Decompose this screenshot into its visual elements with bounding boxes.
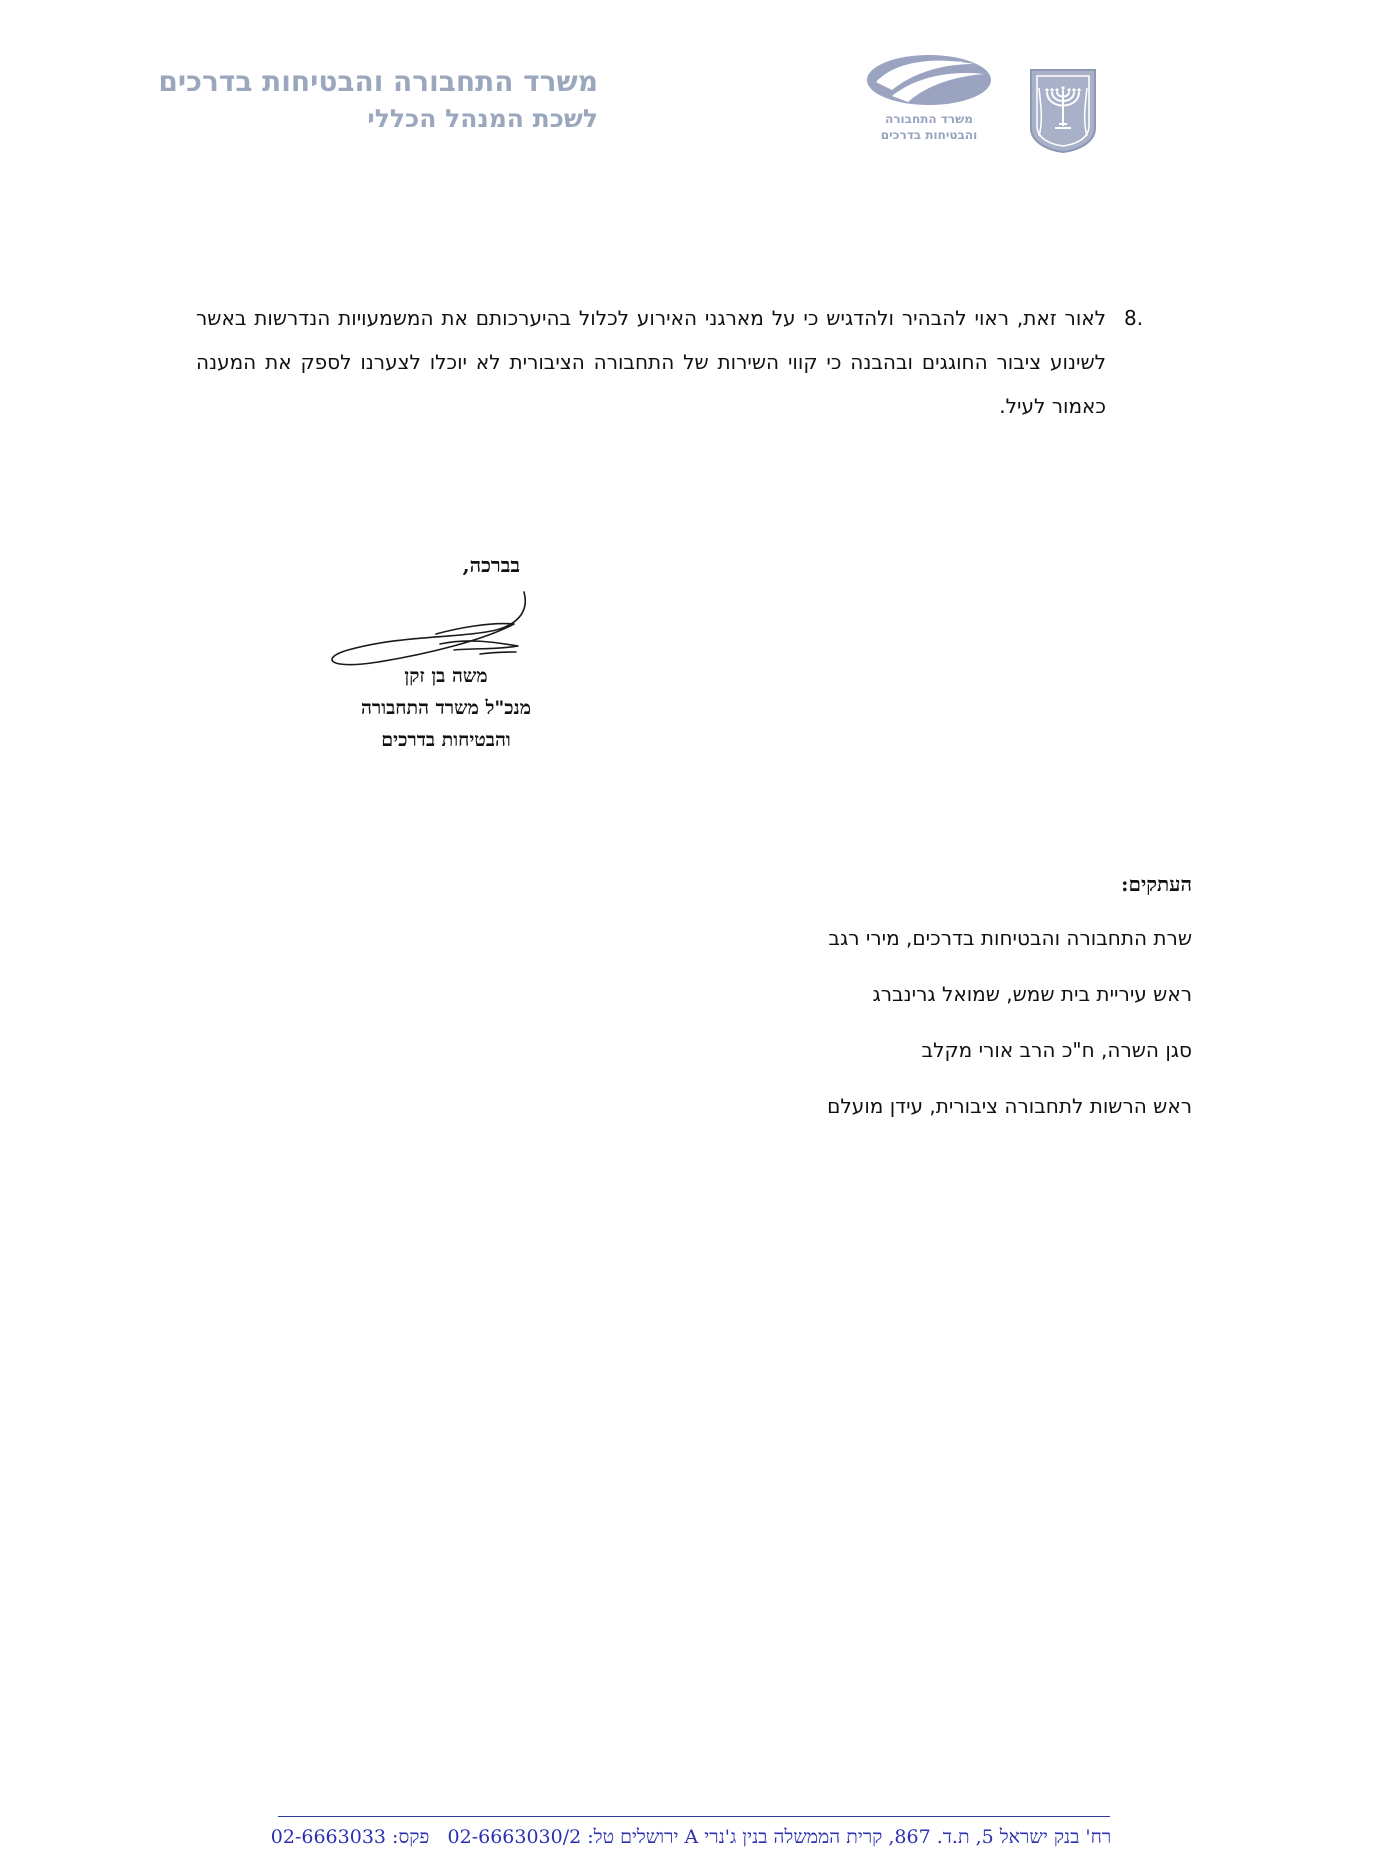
logo-text-line2: והבטיחות בדרכים: [880, 128, 978, 142]
footer-fax: 02-6663033: [270, 1826, 386, 1848]
paragraph-number: 8.: [1124, 306, 1144, 330]
letterhead-title: [150, 62, 598, 136]
ministry-name: משרד התחבורה והבטיחות בדרכים: [158, 65, 598, 98]
footer-contact: [200, 1820, 1182, 1854]
signer-name: משה בן זקן: [404, 665, 488, 687]
copy-recipient: ראש הרשות לתחבורה ציבורית, עידן מועלם: [827, 1094, 1192, 1118]
footer-fax-label: פקס:: [392, 1826, 430, 1848]
signer-title-line2: והבטיחות בדרכים: [381, 729, 511, 751]
logo-text-line1: משרד התחבורה: [885, 112, 973, 126]
copies-title: העתקים:: [1121, 872, 1192, 896]
closing-salutation: בברכה,: [462, 553, 520, 577]
footer-phone: 02-6663030/2: [447, 1826, 582, 1848]
signer-block: [296, 660, 596, 756]
bureau-name: לשכת המנהל הכללי: [367, 104, 598, 133]
body-paragraph: לאור זאת, ראוי להבהיר ולהדגיש כי על מארגני האירוע לכלול בהיערכותם את המשמעויות הנדרשות באשר לשינוע ציבור החוגגים ובהבנה כי קווי השירות של התחבורה הציבורית לא יוכלו לצערנו לספק את המענה כאמור לעיל.: [196, 306, 1106, 418]
footer-divider: [278, 1816, 1110, 1817]
signer-title-line1: מנכ"ל משרד התחבורה: [361, 697, 531, 719]
ministry-swoosh-icon: [862, 50, 996, 110]
footer-address: רח' בנק ישראל 5, ת.ד. 867, קרית הממשלה בנין ג'נרי A ירושלים: [620, 1826, 1112, 1848]
copy-recipient: ראש עיריית בית שמש, שמואל גרינברג: [872, 982, 1192, 1006]
state-emblem-icon: [1027, 66, 1099, 154]
handwritten-signature: [318, 588, 538, 668]
copy-recipient: שרת התחבורה והבטיחות בדרכים, מירי רגב: [828, 926, 1192, 950]
footer-phone-label: טל:: [587, 1826, 615, 1848]
copies-list: [660, 864, 1192, 1142]
copy-recipient: סגן השרה, ח"כ הרב אורי מקלב: [921, 1038, 1192, 1062]
ministry-logo: [862, 50, 996, 154]
